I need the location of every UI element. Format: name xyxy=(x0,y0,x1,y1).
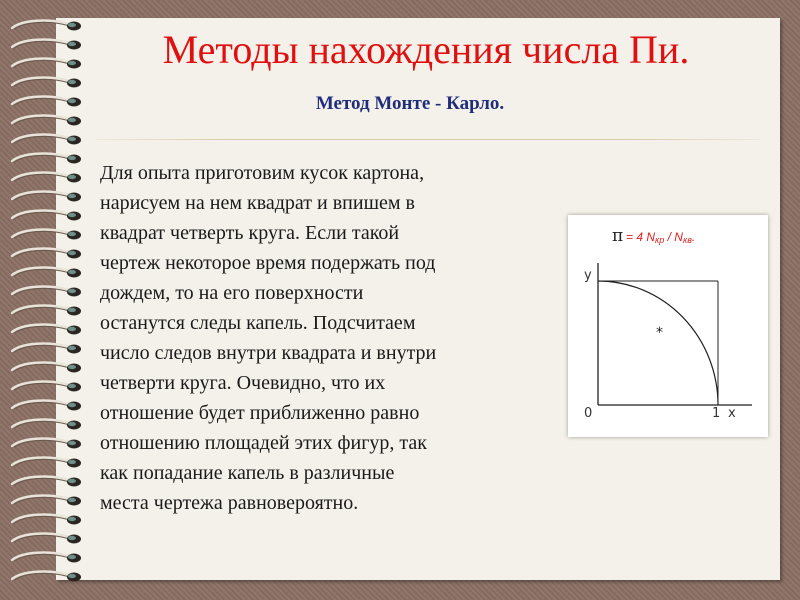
body-line: чертеж некоторое время подержать под xyxy=(100,252,436,274)
spiral-coil xyxy=(12,211,81,221)
body-line: Для опыта приготовим кусок картона, xyxy=(100,162,425,184)
formula-text xyxy=(626,230,695,245)
spiral-coil xyxy=(12,325,81,335)
y-axis-label: y xyxy=(584,268,592,283)
notebook-spiral xyxy=(8,12,88,592)
formula-eq: = 4 N xyxy=(626,230,656,244)
spiral-coil xyxy=(12,40,81,50)
spiral-coil xyxy=(12,230,81,240)
spiral-coil xyxy=(12,534,81,544)
quarter-circle-arc xyxy=(598,281,718,405)
monte-carlo-figure xyxy=(568,215,768,437)
spiral-coil xyxy=(12,249,81,259)
spiral-coil xyxy=(12,154,81,164)
spiral-coil xyxy=(12,477,81,487)
body-line: дождем, то на его поверхности xyxy=(100,282,364,304)
spiral-coil xyxy=(12,287,81,297)
formula-slash: / N xyxy=(664,230,683,244)
spiral-coil xyxy=(12,192,81,202)
spiral-coil xyxy=(12,553,81,563)
one-label: 1 xyxy=(712,406,721,421)
spiral-coil xyxy=(12,135,81,145)
body-line: число следов внутри квадрата и внутри xyxy=(100,342,437,364)
body-line: как попадание капель в различные xyxy=(100,462,395,484)
body-line: останутся следы капель. Подсчитаем xyxy=(100,312,416,334)
body-paragraph xyxy=(100,158,560,518)
slide-subtitle: Метод Монте - Карло. xyxy=(315,93,505,114)
spiral-coil xyxy=(12,363,81,373)
spiral-coil xyxy=(12,572,81,582)
body-line: отношение будет приближенно равно xyxy=(100,402,420,424)
spiral-coil xyxy=(12,59,81,69)
slide-title: Методы нахождения числа Пи. xyxy=(162,27,690,72)
spiral-coil xyxy=(12,382,81,392)
body-line: нарисуем на нем квадрат и впишем в xyxy=(100,192,415,214)
formula-sub-kr: кр xyxy=(655,235,665,245)
spiral-coil xyxy=(12,97,81,107)
spiral-coil xyxy=(12,173,81,183)
spiral-coil xyxy=(12,420,81,430)
spiral-coil xyxy=(12,458,81,468)
body-line: места чертежа равновероятно. xyxy=(100,492,359,514)
spiral-coil xyxy=(12,344,81,354)
spiral-coil xyxy=(12,401,81,411)
origin-label: 0 xyxy=(584,406,593,421)
body-line: квадрат четверть круга. Если такой xyxy=(100,222,400,244)
formula-sub-kv: кв xyxy=(682,235,692,245)
x-axis-label: x xyxy=(728,406,736,421)
raindrop-mark: * xyxy=(656,325,663,341)
spiral-coil xyxy=(12,439,81,449)
spiral-coil xyxy=(12,496,81,506)
spiral-coil xyxy=(12,21,81,31)
formula-dot: . xyxy=(691,230,696,244)
quarter-circle-diagram xyxy=(568,215,768,437)
divider xyxy=(96,139,760,140)
body-line: четверти круга. Очевидно, что их xyxy=(100,372,386,394)
body-line: отношению площадей этих фигур, так xyxy=(100,432,427,454)
spiral-coil xyxy=(12,116,81,126)
spiral-coil xyxy=(12,306,81,316)
spiral-coil xyxy=(12,268,81,278)
formula-pi: π xyxy=(612,226,624,246)
spiral-coil xyxy=(12,78,81,88)
spiral-coil xyxy=(12,515,81,525)
